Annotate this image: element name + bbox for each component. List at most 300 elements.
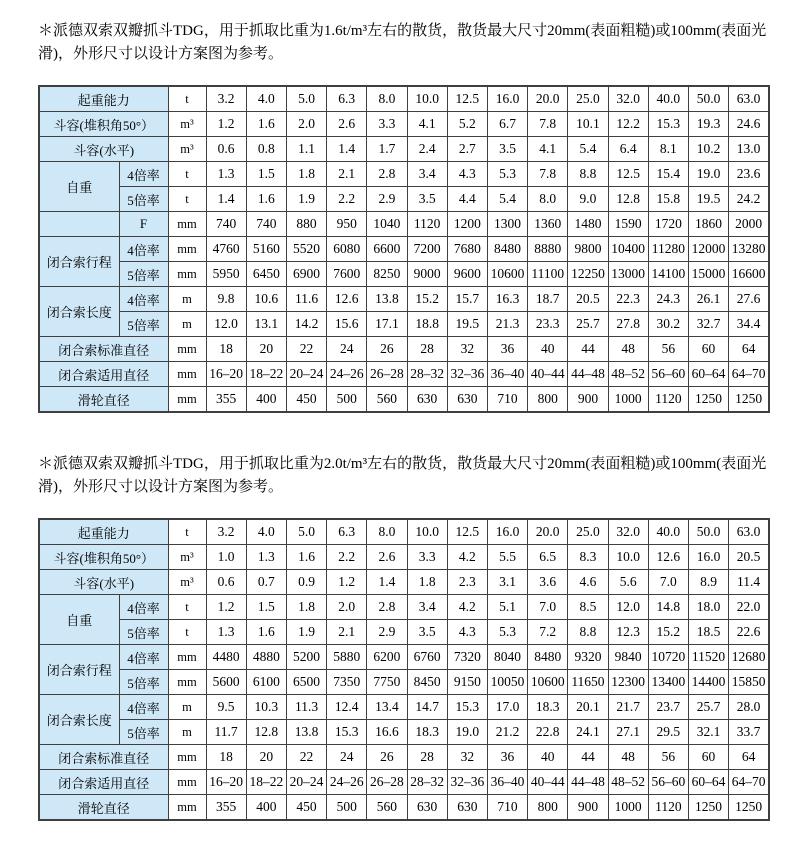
value-cell: 4.1: [528, 137, 568, 162]
row-label: 闭合索行程: [39, 645, 119, 695]
value-cell: 630: [447, 387, 487, 413]
value-cell: 27.6: [729, 287, 769, 312]
table-row: [39, 695, 769, 720]
value-cell: 17.1: [367, 312, 407, 337]
table-row: [39, 187, 769, 212]
value-cell: 12.6: [327, 287, 367, 312]
value-cell: 15.3: [447, 695, 487, 720]
value-cell: 22: [286, 337, 326, 362]
value-cell: 8480: [528, 645, 568, 670]
value-cell: 8.0: [367, 86, 407, 112]
value-cell: 0.8: [246, 137, 286, 162]
value-cell: 15.6: [327, 312, 367, 337]
value-cell: 16–20: [206, 770, 246, 795]
value-cell: 2.1: [327, 620, 367, 645]
value-cell: 6450: [246, 262, 286, 287]
table-row: [39, 795, 769, 821]
value-cell: 2.8: [367, 595, 407, 620]
value-cell: 8.8: [568, 162, 608, 187]
unit-cell: t: [168, 595, 206, 620]
value-cell: 26: [367, 337, 407, 362]
value-cell: 16.6: [367, 720, 407, 745]
value-cell: 1.6: [286, 545, 326, 570]
value-cell: 7200: [407, 237, 447, 262]
value-cell: 25.7: [688, 695, 728, 720]
value-cell: 28–32: [407, 770, 447, 795]
value-cell: 1.9: [286, 187, 326, 212]
value-cell: 1.5: [246, 162, 286, 187]
value-cell: 28.0: [729, 695, 769, 720]
value-cell: 8880: [528, 237, 568, 262]
table-row: [39, 645, 769, 670]
unit-cell: m³: [168, 545, 206, 570]
row-label: 斗容(堆积角50°）: [39, 112, 168, 137]
value-cell: 1.5: [246, 595, 286, 620]
value-cell: 355: [206, 795, 246, 821]
value-cell: 24–26: [327, 362, 367, 387]
value-cell: 7.2: [528, 620, 568, 645]
value-cell: 12.2: [608, 112, 648, 137]
value-cell: 21.7: [608, 695, 648, 720]
row-label: 起重能力: [39, 86, 168, 112]
value-cell: 880: [286, 212, 326, 237]
value-cell: 13400: [648, 670, 688, 695]
value-cell: 24–26: [327, 770, 367, 795]
value-cell: 20–24: [286, 362, 326, 387]
value-cell: 6.3: [327, 86, 367, 112]
unit-cell: mm: [168, 237, 206, 262]
value-cell: 3.2: [206, 86, 246, 112]
value-cell: 20: [246, 745, 286, 770]
value-cell: 22: [286, 745, 326, 770]
value-cell: 24.2: [729, 187, 769, 212]
row-label: 自重: [39, 595, 119, 645]
value-cell: 8.1: [648, 137, 688, 162]
value-cell: 1.8: [286, 595, 326, 620]
value-cell: 44: [568, 745, 608, 770]
table-row: [39, 112, 769, 137]
value-cell: 15.2: [648, 620, 688, 645]
value-cell: 11.7: [206, 720, 246, 745]
value-cell: 1.8: [407, 570, 447, 595]
value-cell: 60: [688, 337, 728, 362]
row-label: 闭合索标准直径: [39, 745, 168, 770]
table-row: [39, 262, 769, 287]
value-cell: 20: [246, 337, 286, 362]
table-row: [39, 595, 769, 620]
value-cell: 9.5: [206, 695, 246, 720]
value-cell: 64–70: [729, 362, 769, 387]
value-cell: 44: [568, 337, 608, 362]
value-cell: 5.3: [487, 620, 527, 645]
table-row: [39, 720, 769, 745]
value-cell: 40.0: [648, 519, 688, 545]
value-cell: 15.3: [327, 720, 367, 745]
value-cell: 36: [487, 745, 527, 770]
row-sublabel: 5倍率: [119, 312, 168, 337]
value-cell: 5.3: [487, 162, 527, 187]
value-cell: 13.1: [246, 312, 286, 337]
value-cell: 64: [729, 337, 769, 362]
unit-cell: mm: [168, 670, 206, 695]
value-cell: 1720: [648, 212, 688, 237]
unit-cell: m: [168, 312, 206, 337]
value-cell: 12680: [729, 645, 769, 670]
value-cell: 11650: [568, 670, 608, 695]
value-cell: 18.0: [688, 595, 728, 620]
unit-cell: mm: [168, 212, 206, 237]
row-label: 起重能力: [39, 519, 168, 545]
value-cell: 15.4: [648, 162, 688, 187]
value-cell: 56: [648, 745, 688, 770]
value-cell: 1.6: [246, 112, 286, 137]
unit-cell: m: [168, 720, 206, 745]
table-row: [39, 312, 769, 337]
value-cell: 56: [648, 337, 688, 362]
value-cell: 2.0: [286, 112, 326, 137]
value-cell: 2000: [729, 212, 769, 237]
unit-cell: mm: [168, 387, 206, 413]
value-cell: 2.7: [447, 137, 487, 162]
value-cell: 10.2: [688, 137, 728, 162]
table-row: [39, 387, 769, 413]
value-cell: 60–64: [688, 362, 728, 387]
value-cell: 60: [688, 745, 728, 770]
value-cell: 10720: [648, 645, 688, 670]
value-cell: 0.6: [206, 570, 246, 595]
value-cell: 44–48: [568, 770, 608, 795]
value-cell: 5600: [206, 670, 246, 695]
value-cell: 6900: [286, 262, 326, 287]
value-cell: 3.6: [528, 570, 568, 595]
value-cell: 10600: [487, 262, 527, 287]
value-cell: 710: [487, 387, 527, 413]
value-cell: 12300: [608, 670, 648, 695]
value-cell: 7.0: [528, 595, 568, 620]
value-cell: 15850: [729, 670, 769, 695]
value-cell: 50.0: [688, 519, 728, 545]
value-cell: 11.3: [286, 695, 326, 720]
value-cell: 6.4: [608, 137, 648, 162]
value-cell: 19.0: [688, 162, 728, 187]
value-cell: 2.6: [327, 112, 367, 137]
value-cell: 7350: [327, 670, 367, 695]
value-cell: 4.4: [447, 187, 487, 212]
row-sublabel: 5倍率: [119, 720, 168, 745]
value-cell: 8.0: [367, 519, 407, 545]
value-cell: 13.0: [729, 137, 769, 162]
value-cell: 9150: [447, 670, 487, 695]
value-cell: 12.6: [648, 545, 688, 570]
value-cell: 18.3: [407, 720, 447, 745]
table-row: [39, 362, 769, 387]
value-cell: 32.7: [688, 312, 728, 337]
value-cell: 24.3: [648, 287, 688, 312]
value-cell: 18: [206, 745, 246, 770]
value-cell: 7.8: [528, 162, 568, 187]
intro-paragraph-tdg-2.0: ＊派德双索双瓣抓斗TDG，用于抓取比重为2.0t/m³左右的散货，散货最大尺寸20mm(表面粗糙)或100mm(表面光滑)，外形尺寸以设计方案图为参考。: [38, 456, 767, 495]
value-cell: 6600: [367, 237, 407, 262]
value-cell: 5.2: [447, 112, 487, 137]
value-cell: 12000: [688, 237, 728, 262]
value-cell: 48–52: [608, 362, 648, 387]
row-label: [39, 212, 119, 237]
value-cell: 1.4: [327, 137, 367, 162]
value-cell: 27.8: [608, 312, 648, 337]
table-row: [39, 237, 769, 262]
value-cell: 1120: [407, 212, 447, 237]
value-cell: 2.2: [327, 187, 367, 212]
table-row: [39, 137, 769, 162]
value-cell: 7.0: [648, 570, 688, 595]
value-cell: 32.0: [608, 86, 648, 112]
row-label: 斗容(水平): [39, 137, 168, 162]
row-sublabel: 4倍率: [119, 595, 168, 620]
value-cell: 6760: [407, 645, 447, 670]
row-sublabel: 5倍率: [119, 670, 168, 695]
value-cell: 5.0: [286, 86, 326, 112]
value-cell: 1.4: [367, 570, 407, 595]
value-cell: 24: [327, 337, 367, 362]
value-cell: 32–36: [447, 362, 487, 387]
value-cell: 56–60: [648, 362, 688, 387]
value-cell: 23.7: [648, 695, 688, 720]
value-cell: 12250: [568, 262, 608, 287]
value-cell: 13000: [608, 262, 648, 287]
value-cell: 560: [367, 387, 407, 413]
value-cell: 11280: [648, 237, 688, 262]
row-sublabel: 4倍率: [119, 162, 168, 187]
value-cell: 11.4: [729, 570, 769, 595]
value-cell: 740: [246, 212, 286, 237]
value-cell: 24.6: [729, 112, 769, 137]
value-cell: 40.0: [648, 86, 688, 112]
value-cell: 6.7: [487, 112, 527, 137]
value-cell: 13.8: [286, 720, 326, 745]
unit-cell: m³: [168, 570, 206, 595]
value-cell: 64–70: [729, 770, 769, 795]
value-cell: 5.4: [568, 137, 608, 162]
value-cell: 2.2: [327, 545, 367, 570]
value-cell: 19.5: [447, 312, 487, 337]
value-cell: 8450: [407, 670, 447, 695]
value-cell: 1.6: [246, 620, 286, 645]
value-cell: 10.1: [568, 112, 608, 137]
value-cell: 16.3: [487, 287, 527, 312]
value-cell: 450: [286, 795, 326, 821]
value-cell: 50.0: [688, 86, 728, 112]
value-cell: 26: [367, 745, 407, 770]
value-cell: 4.6: [568, 570, 608, 595]
value-cell: 9600: [447, 262, 487, 287]
value-cell: 6080: [327, 237, 367, 262]
value-cell: 710: [487, 795, 527, 821]
value-cell: 5520: [286, 237, 326, 262]
value-cell: 9320: [568, 645, 608, 670]
value-cell: 14.7: [407, 695, 447, 720]
value-cell: 12.5: [447, 86, 487, 112]
value-cell: 6.3: [327, 519, 367, 545]
value-cell: 18–22: [246, 770, 286, 795]
value-cell: 8.3: [568, 545, 608, 570]
value-cell: 3.4: [407, 595, 447, 620]
value-cell: 4.0: [246, 86, 286, 112]
table-row: [39, 620, 769, 645]
value-cell: 63.0: [729, 519, 769, 545]
table-row: [39, 212, 769, 237]
value-cell: 10.6: [246, 287, 286, 312]
unit-cell: t: [168, 187, 206, 212]
value-cell: 1.2: [206, 595, 246, 620]
value-cell: 3.5: [487, 137, 527, 162]
value-cell: 4760: [206, 237, 246, 262]
value-cell: 1250: [729, 387, 769, 413]
value-cell: 15.3: [648, 112, 688, 137]
value-cell: 1250: [688, 387, 728, 413]
value-cell: 21.2: [487, 720, 527, 745]
value-cell: 0.7: [246, 570, 286, 595]
value-cell: 34.4: [729, 312, 769, 337]
row-label: 斗容(水平): [39, 570, 168, 595]
value-cell: 2.3: [447, 570, 487, 595]
table-row: [39, 162, 769, 187]
value-cell: 10.0: [608, 545, 648, 570]
value-cell: 3.4: [407, 162, 447, 187]
value-cell: 1.2: [206, 112, 246, 137]
value-cell: 450: [286, 387, 326, 413]
value-cell: 23.3: [528, 312, 568, 337]
row-label: 滑轮直径: [39, 795, 168, 821]
value-cell: 1.4: [206, 187, 246, 212]
value-cell: 14.8: [648, 595, 688, 620]
value-cell: 12.0: [608, 595, 648, 620]
value-cell: 3.5: [407, 620, 447, 645]
value-cell: 64: [729, 745, 769, 770]
table-row: [39, 770, 769, 795]
value-cell: 2.0: [327, 595, 367, 620]
value-cell: 6100: [246, 670, 286, 695]
value-cell: 7320: [447, 645, 487, 670]
value-cell: 0.9: [286, 570, 326, 595]
value-cell: 1120: [648, 387, 688, 413]
value-cell: 2.1: [327, 162, 367, 187]
value-cell: 8.9: [688, 570, 728, 595]
value-cell: 5.0: [286, 519, 326, 545]
value-cell: 13.4: [367, 695, 407, 720]
value-cell: 23.6: [729, 162, 769, 187]
value-cell: 7680: [447, 237, 487, 262]
value-cell: 800: [528, 795, 568, 821]
value-cell: 8480: [487, 237, 527, 262]
value-cell: 36–40: [487, 770, 527, 795]
value-cell: 30.2: [648, 312, 688, 337]
unit-cell: m: [168, 287, 206, 312]
value-cell: 27.1: [608, 720, 648, 745]
value-cell: 3.1: [487, 570, 527, 595]
value-cell: 1.7: [367, 137, 407, 162]
value-cell: 2.9: [367, 187, 407, 212]
value-cell: 18.7: [528, 287, 568, 312]
value-cell: 400: [246, 387, 286, 413]
value-cell: 15.8: [648, 187, 688, 212]
value-cell: 1360: [528, 212, 568, 237]
value-cell: 10400: [608, 237, 648, 262]
value-cell: 19.3: [688, 112, 728, 137]
value-cell: 33.7: [729, 720, 769, 745]
value-cell: 22.3: [608, 287, 648, 312]
value-cell: 10.0: [407, 86, 447, 112]
row-label: 闭合索长度: [39, 695, 119, 745]
value-cell: 18–22: [246, 362, 286, 387]
value-cell: 14.2: [286, 312, 326, 337]
value-cell: 3.3: [367, 112, 407, 137]
row-label: 自重: [39, 162, 119, 212]
table-row: [39, 545, 769, 570]
value-cell: 19.0: [447, 720, 487, 745]
unit-cell: mm: [168, 337, 206, 362]
value-cell: 4.0: [246, 519, 286, 545]
value-cell: 44–48: [568, 362, 608, 387]
value-cell: 9800: [568, 237, 608, 262]
value-cell: 56–60: [648, 770, 688, 795]
value-cell: 25.0: [568, 86, 608, 112]
unit-cell: mm: [168, 770, 206, 795]
value-cell: 900: [568, 795, 608, 821]
unit-cell: mm: [168, 262, 206, 287]
row-label: 滑轮直径: [39, 387, 168, 413]
value-cell: 40: [528, 745, 568, 770]
table-row: [39, 745, 769, 770]
value-cell: 1300: [487, 212, 527, 237]
value-cell: 12.5: [447, 519, 487, 545]
value-cell: 1.8: [286, 162, 326, 187]
value-cell: 5950: [206, 262, 246, 287]
value-cell: 18: [206, 337, 246, 362]
value-cell: 5200: [286, 645, 326, 670]
value-cell: 4.3: [447, 620, 487, 645]
value-cell: 15.2: [407, 287, 447, 312]
row-label: 闭合索适用直径: [39, 362, 168, 387]
unit-cell: m³: [168, 112, 206, 137]
value-cell: 8.8: [568, 620, 608, 645]
row-sublabel: 4倍率: [119, 237, 168, 262]
value-cell: 20.1: [568, 695, 608, 720]
value-cell: 1250: [688, 795, 728, 821]
value-cell: 8040: [487, 645, 527, 670]
unit-cell: t: [168, 620, 206, 645]
value-cell: 500: [327, 387, 367, 413]
value-cell: 8.0: [528, 187, 568, 212]
value-cell: 1.2: [327, 570, 367, 595]
value-cell: 8.5: [568, 595, 608, 620]
value-cell: 7.8: [528, 112, 568, 137]
value-cell: 63.0: [729, 86, 769, 112]
value-cell: 1250: [729, 795, 769, 821]
value-cell: 5.6: [608, 570, 648, 595]
value-cell: 800: [528, 387, 568, 413]
value-cell: 1120: [648, 795, 688, 821]
value-cell: 22.0: [729, 595, 769, 620]
value-cell: 11520: [688, 645, 728, 670]
table-row: [39, 570, 769, 595]
value-cell: 14100: [648, 262, 688, 287]
value-cell: 8250: [367, 262, 407, 287]
intro-paragraph-tdg-1.6: ＊派德双索双瓣抓斗TDG，用于抓取比重为1.6t/m³左右的散货，散货最大尺寸20mm(表面粗糙)或100mm(表面光滑)，外形尺寸以设计方案图为参考。: [38, 23, 767, 62]
value-cell: 32.0: [608, 519, 648, 545]
value-cell: 14400: [688, 670, 728, 695]
value-cell: 355: [206, 387, 246, 413]
value-cell: 1040: [367, 212, 407, 237]
